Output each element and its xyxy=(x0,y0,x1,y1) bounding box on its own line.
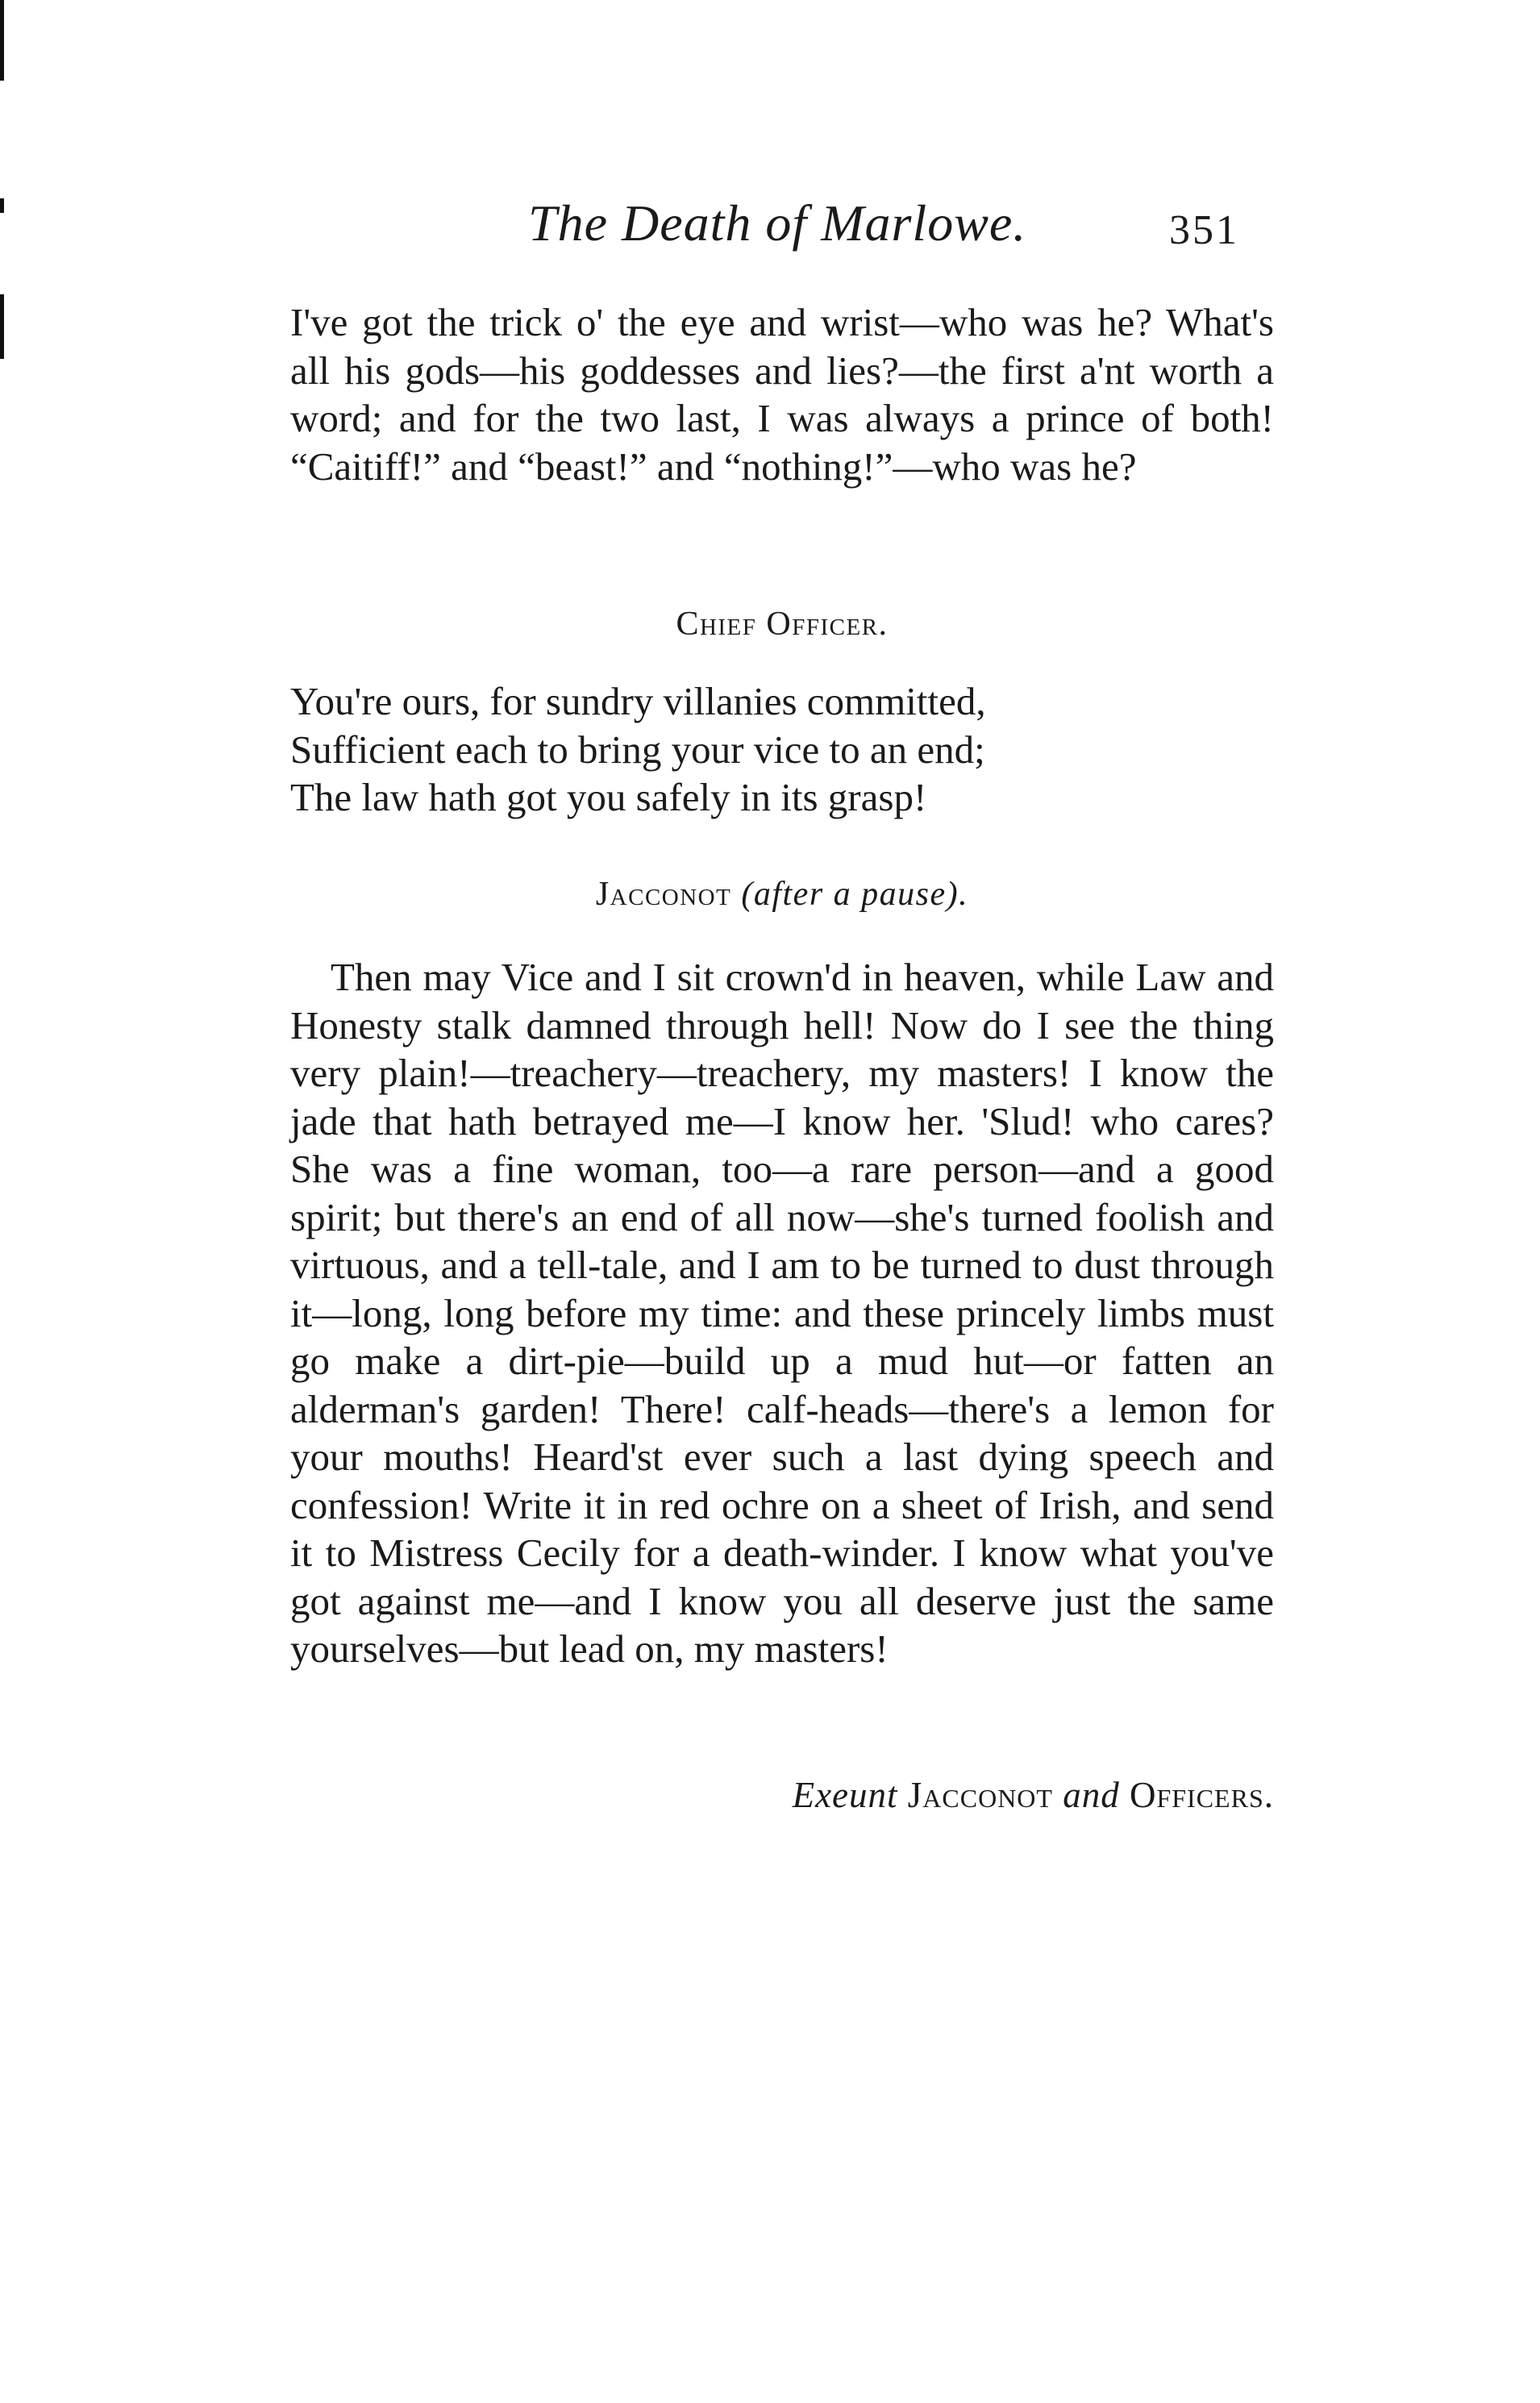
speaker-name: Chief Officer. xyxy=(676,606,889,643)
running-title: The Death of Marlowe. xyxy=(528,194,1027,252)
verse-speech xyxy=(290,677,1274,822)
speaker-heading xyxy=(290,875,1274,914)
speaker-name: Jacconot xyxy=(595,876,732,913)
prose-paragraph: I've got the trick o' the eye and wrist—who was he? What's all his gods—his goddesses and lies?—the first a'nt worth a word; and for the two last, I was always a prince of both! “Caitiff!” and “beast!” and “nothing!”—who was he? xyxy=(290,300,1274,489)
running-head xyxy=(290,194,1274,266)
stage-direction-inline: (after a pause). xyxy=(741,876,969,913)
prose-speech xyxy=(290,953,1274,1673)
exit-direction xyxy=(793,1774,1274,1816)
speaker-heading xyxy=(290,605,1274,643)
scan-margin-mark xyxy=(0,294,4,359)
exit-others: Officers. xyxy=(1129,1775,1274,1815)
exit-character: Jacconot xyxy=(907,1775,1053,1815)
scan-margin-mark xyxy=(0,198,4,213)
page-number: 351 xyxy=(1169,207,1239,253)
scan-margin-mark xyxy=(0,0,4,81)
verse-line: The law hath got you safely in its grasp! xyxy=(290,775,927,819)
passage-continued xyxy=(290,298,1274,490)
prose-paragraph: Then may Vice and I sit crown'd in heaven, while Law and Honesty stalk damned through hell! Now do I see the thing very plain!—treachery—treachery, my masters! I know the jade that hath betrayed me—I know her. 'Slud! who cares? She was a fine woman, too—a rare person—and a good spirit; but there's an end of all now—she's turned foolish and virtuous, and a tell-tale, and I am to be turned to dust through it—long, long before my time: and these princely limbs must go make a dirt-pie—build up a mud hut—or fatten an alderman's garden! There! calf-heads—there's a lemon for your mouths! Heard'st ever such a last dying speech and confession! Write it in red ochre on a sheet of Irish, and send it to Mistress Cecily for a death-winder. I know what you've got against me—and I know you all deserve just the same yourselves—but lead on, my masters! xyxy=(290,955,1274,1671)
verse-line: Sufficient each to bring your vice to an end; xyxy=(290,727,985,772)
conjunction: and xyxy=(1063,1775,1120,1815)
exeunt-word: Exeunt xyxy=(792,1775,898,1815)
verse-line: You're ours, for sundry villanies committed, xyxy=(290,679,986,723)
